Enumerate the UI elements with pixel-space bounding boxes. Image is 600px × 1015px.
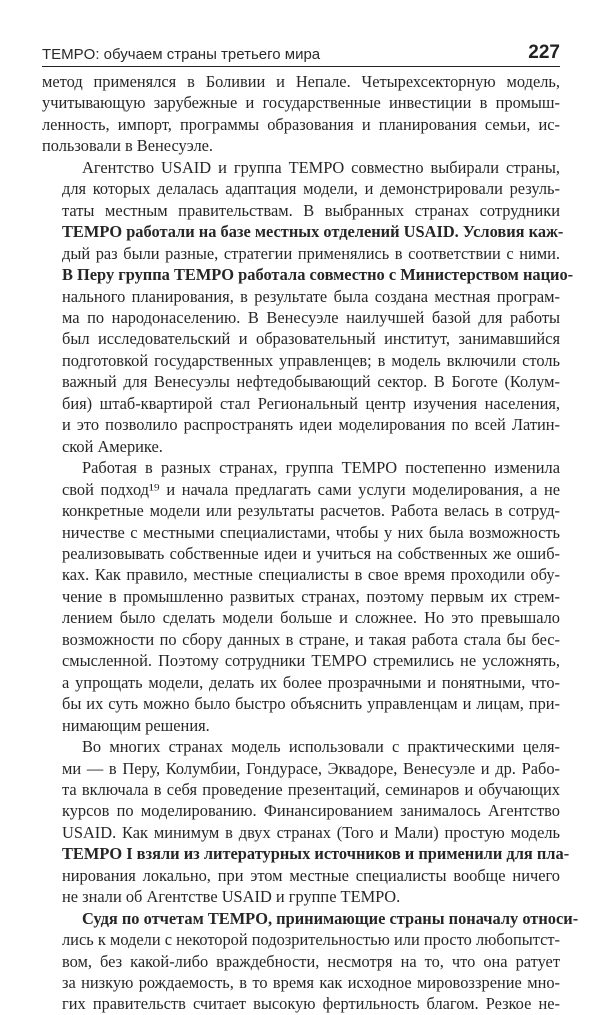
text-line: ми — в Перу, Колумбии, Гондурасе, Эквадоре, Венесуэле и др. Рабо- xyxy=(62,758,560,778)
text-line: дый раз были разные, стратегии применялись в соответствии с ними. xyxy=(62,243,560,263)
text-line: возможности по сбору данных в стране, и такая работа стала бы бес- xyxy=(62,629,560,649)
paragraph-continues xyxy=(42,908,579,1015)
text-line: TEMPO работали на базе местных отделений USAID. Условия каж- xyxy=(62,222,564,242)
text-line: учитывающую зарубежные и государственные инвестиции в промыш- xyxy=(42,93,560,113)
text-line: таты местным правительствам. В выбранных странах сотрудники xyxy=(62,200,560,220)
text-line: важный для Венесуэлы нефтедобывающий сектор. В Боготе (Колум- xyxy=(62,372,560,392)
text-line: бия) штаб-квартирой стал Региональный центр изучения населения, xyxy=(62,393,560,413)
text-line: В Перу группа TEMPO работала совместно с Министерством нацио- xyxy=(62,265,574,285)
body-text xyxy=(42,71,579,1015)
text-line: Агентство USAID и группа TEMPO совместно выбирали страны, xyxy=(82,157,560,177)
text-line: лением было сделать модели больше и сложнее. Но это превышало xyxy=(62,608,560,628)
paragraph xyxy=(42,736,570,908)
running-header xyxy=(42,44,560,67)
text-line: ленность, импорт, программы образования и планирования семьи, ис- xyxy=(42,114,560,134)
text-line: реализовывать собственные идеи и учиться на собственных же ошиб- xyxy=(62,543,560,563)
text-line: свой подход¹⁹ и начала предлагать сами услуги моделирования, а не xyxy=(62,479,560,499)
text-line: Во многих странах модель использовали с практическими целя- xyxy=(82,737,560,757)
paragraph xyxy=(42,457,560,736)
text-line: гих правительств считает высокую фертильность благом. Резкое не- xyxy=(62,994,560,1014)
text-line: смысленной. Поэтому сотрудники TEMPO стремились не усложнять, xyxy=(62,651,560,671)
text-line: ской Америке. xyxy=(62,436,163,456)
page-number: 227 xyxy=(528,42,560,63)
text-line: нимающим решения. xyxy=(62,715,210,735)
paragraph xyxy=(42,157,574,457)
paragraph-continued xyxy=(42,71,560,157)
text-line: метод применялся в Боливии и Непале. Четырехсекторную модель, xyxy=(42,72,560,91)
text-line: подготовкой государственных управленцев; в модель включили столь xyxy=(62,350,560,370)
text-line: нирования локально, при этом местные специалисты вообще ничего xyxy=(62,865,560,885)
text-line: Работая в разных странах, группа TEMPO постепенно изменила xyxy=(82,458,560,478)
text-line: и это позволило распространять идеи моделирования по всей Латин- xyxy=(62,415,560,435)
text-line: вом, без какой-либо враждебности, несмотря на то, что она ратует xyxy=(62,951,560,971)
text-line: курсов по моделированию. Финансированием занималось Агентство xyxy=(62,801,560,821)
text-line: чение в промышленно развитых странах, поэтому первым их стрем- xyxy=(62,586,560,606)
text-line: пользовали в Венесуэле. xyxy=(42,136,214,156)
text-line: ках. Как правило, местные специалисты в свое время проходили обу- xyxy=(62,565,560,585)
text-line: конкретные модели или результаты расчетов. Работа велась в сотруд- xyxy=(62,501,560,521)
text-line: бы их суть можно было быстро объяснить управленцам и лицам, при- xyxy=(62,694,560,714)
text-line: USAID. Как минимум в двух странах (Того и Мали) простую модель xyxy=(62,822,560,842)
text-line: TEMPO I взяли из литературных источников и применили для пла- xyxy=(62,844,570,864)
text-line: та включала в себя проведение презентаций, семинаров и обучающих xyxy=(62,779,560,799)
text-line: был исследовательский и образовательный институт, занимавшийся xyxy=(62,329,560,349)
running-title: TEMPO: обучаем страны третьего мира xyxy=(42,46,321,63)
text-line: не знали об Агентстве USAID и группе TEMPO. xyxy=(62,887,401,907)
text-line: лись к модели с некоторой подозрительностью или просто любопытст- xyxy=(62,930,560,950)
text-line: ма по народонаселению. В Венесуэле наилучшей базой для работы xyxy=(62,307,560,327)
text-line: нального планирования, в результате была создана местная програм- xyxy=(62,286,560,306)
text-line: ничестве с местными специалистами, чтобы у них была возможность xyxy=(62,522,560,542)
text-line: а упрощать модели, делать их более прозрачными и понятными, что- xyxy=(62,672,560,692)
text-line: Судя по отчетам TEMPO, принимающие страны поначалу относи- xyxy=(82,908,579,928)
text-line: для которых делалась адаптация модели, и демонстрировали резуль- xyxy=(62,179,560,199)
text-line: за низкую рождаемость, в то время как исходное мировоззрение мно- xyxy=(62,973,560,993)
